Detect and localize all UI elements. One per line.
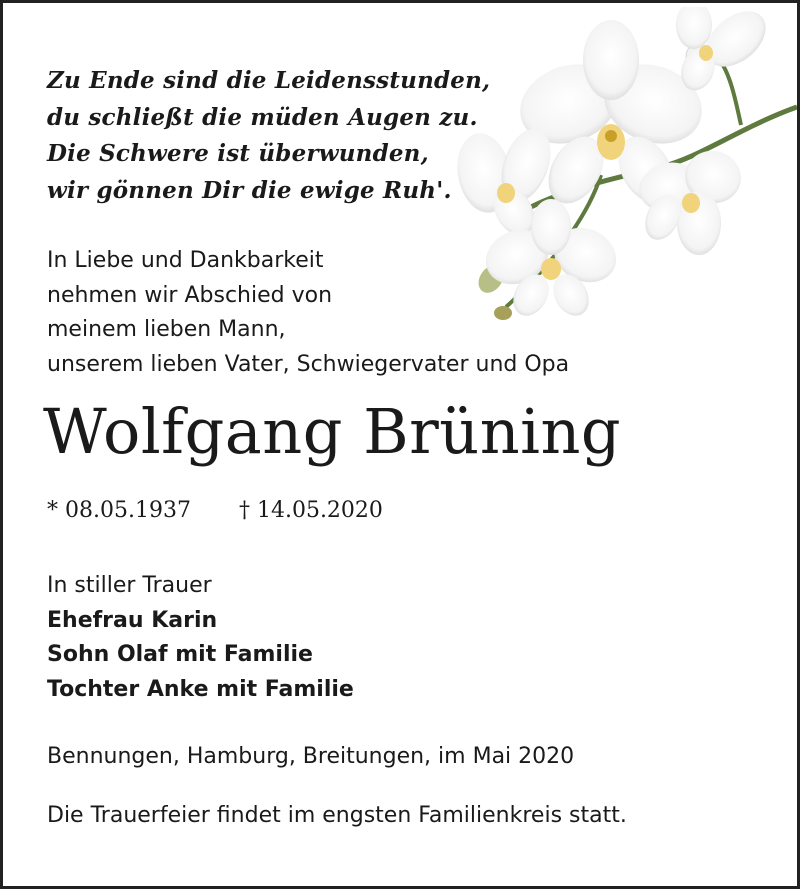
poem-line: wir gönnen Dir die ewige Ruh'. [47,176,452,204]
poem-line: du schließt die müden Augen zu. [47,103,478,131]
intro-line: meinem lieben Mann, [47,317,286,342]
mourner-name: Tochter Anke mit Familie [47,676,354,702]
intro-line: In Liebe und Dankbarkeit [47,248,324,273]
funeral-notice: Die Trauerfeier findet im engsten Familienkreis statt. [47,803,627,828]
mourner-name: Sohn Olaf mit Familie [47,642,313,667]
life-dates [47,495,383,527]
death-date: † 14.05.2020 [238,498,383,523]
poem-line: Zu Ende sind die Leidensstunden, [47,67,491,94]
intro-line: nehmen wir Abschied von [47,282,333,308]
birth-date: * 08.05.1937 [47,498,191,523]
place-and-date: Bennungen, Hamburg, Breitungen, im Mai 2020 [47,744,575,769]
mourners-list [47,569,354,707]
deceased-name: Wolfgang Brüning [43,395,622,468]
memorial-poem [47,63,490,209]
mourners-heading: In stiller Trauer [47,573,212,598]
poem-line: Die Schwere ist überwunden, [47,140,429,167]
farewell-intro [47,244,569,382]
mourner-name: Ehefrau Karin [47,607,218,633]
intro-line: unserem lieben Vater, Schwiegervater und Opa [47,351,570,377]
